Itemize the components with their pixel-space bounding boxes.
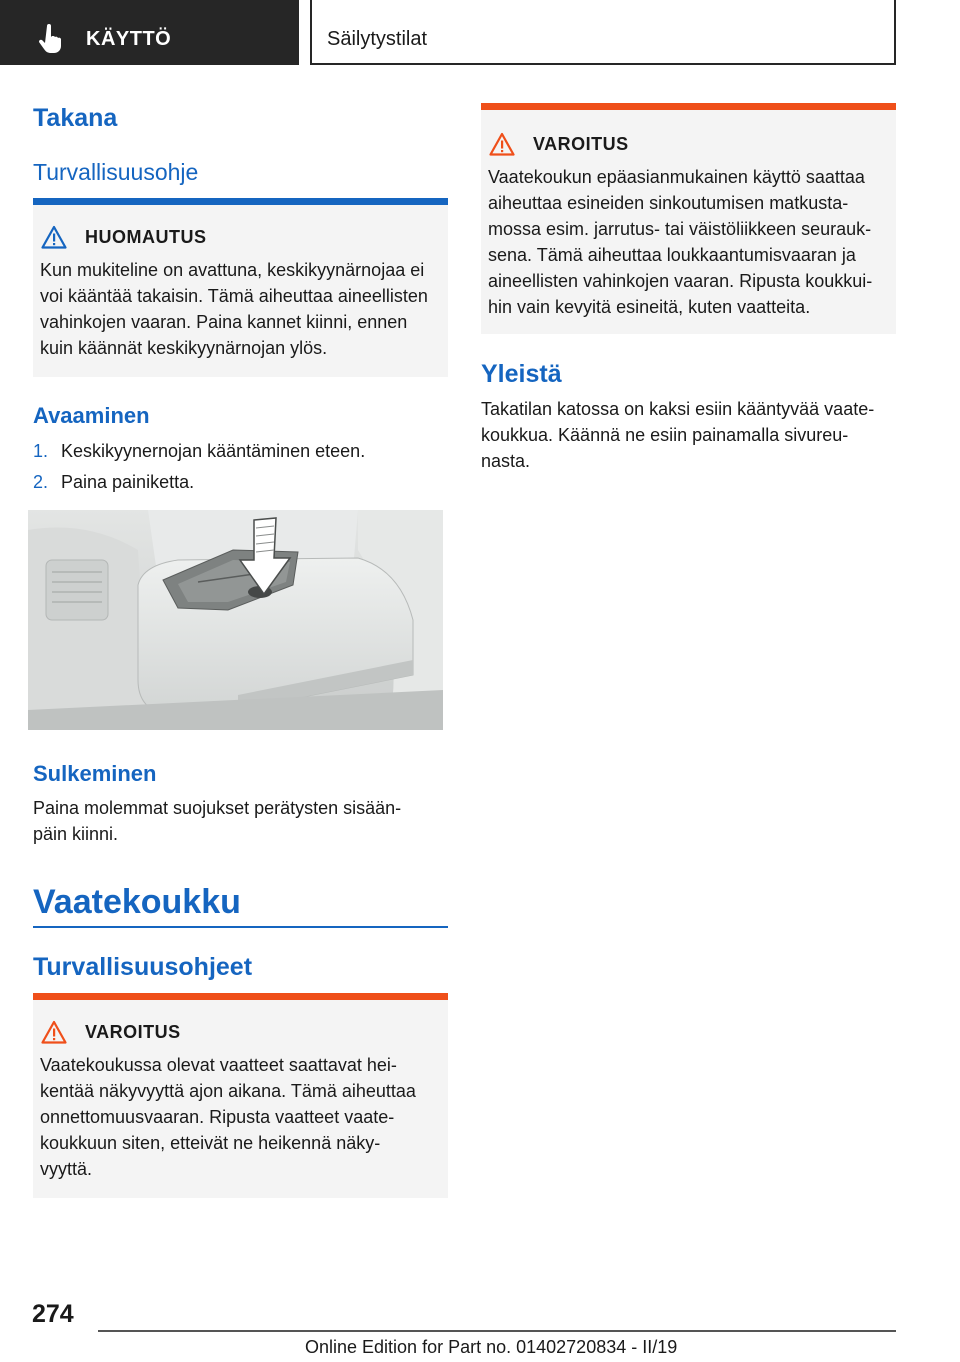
notice-box [33, 198, 448, 377]
heading-sulkeminen: Sulkeminen [33, 761, 157, 786]
notice-line: vahinkojen vaaran. Paina kannet kiinni, ennen [40, 312, 408, 332]
warning-triangle-icon [489, 132, 515, 156]
section-header [310, 0, 896, 65]
chapter-title: KÄYTTÖ [86, 28, 172, 50]
footer-edition: Online Edition for Part no. 01402720834 - II/19 [305, 1337, 678, 1357]
warning-box [33, 993, 448, 1198]
warning-line: aineellisten vahinkojen vaaran. Ripusta koukkui- [488, 271, 873, 291]
notice-text [33, 249, 448, 361]
notice-title: HUOMAUTUS [85, 226, 207, 247]
yleista-text [481, 396, 896, 474]
notice-line: Kun mukiteline on avattuna, keskikyynärnojaa ei [40, 260, 425, 280]
heading-avaaminen: Avaaminen [33, 403, 150, 428]
warning-title: VAROITUS [533, 133, 629, 154]
heading-turvallisuusohjeet: Turvallisuusohjeet [33, 953, 253, 981]
warning-bar [33, 993, 448, 1000]
list-text: Paina painiketta. [61, 472, 195, 492]
warning-triangle-icon [41, 1020, 67, 1044]
warning-triangle-icon [41, 225, 67, 249]
warning-line: kentää näkyvyyttä ajon aikana. Tämä aiheuttaa [40, 1081, 416, 1101]
armrest-drawing [28, 510, 443, 730]
warning-line: aiheuttaa esineiden sinkoutumisen matkusta- [488, 193, 849, 213]
list-item [33, 469, 433, 495]
warning-line: Vaatekoukun epäasianmukainen käyttö saattaa [488, 167, 865, 187]
text-line: Takatilan katossa on kaksi esiin kääntyvää vaate- [481, 399, 875, 419]
heading-underline [33, 926, 448, 928]
warning-bar [481, 103, 896, 110]
sulkeminen-text [33, 795, 448, 847]
warning-line: hin vain kevyitä esineitä, kuten vaatteita. [488, 297, 811, 317]
warning-text [33, 1044, 448, 1182]
text-line: koukkua. Käännä ne esiin painamalla sivureu- [481, 425, 849, 445]
chapter-tab[interactable] [0, 0, 299, 65]
list-item [33, 438, 433, 464]
notice-line: kuin käännät keskikyynärnojan ylös. [40, 338, 328, 358]
warning-line: onnettomuusvaaran. Ripusta vaatteet vaate- [40, 1107, 395, 1127]
hand-pointer-icon [38, 24, 64, 54]
warning-line: mossa esim. jarrutus- tai väistöliikkeen seurauk- [488, 219, 872, 239]
heading-yleista: Yleistä [481, 360, 562, 388]
notice-line: voi kääntää takaisin. Tämä aiheuttaa aineellisten [40, 286, 428, 306]
notice-bar [33, 198, 448, 205]
warning-line: Vaatekoukussa olevat vaatteet saattavat hei- [40, 1055, 397, 1075]
heading-turvallisuusohje: Turvallisuusohje [33, 159, 199, 185]
list-number: 1. [33, 441, 49, 461]
warning-line: vyyttä. [40, 1159, 93, 1179]
warning-line: koukkuun siten, etteivät ne heikennä näky- [40, 1133, 381, 1153]
heading-vaatekoukku: Vaatekoukku [33, 883, 241, 921]
warning-line: sena. Tämä aiheuttaa loukkaantumisvaaran ja [488, 245, 856, 265]
section-title: Säilytystilat [327, 28, 428, 50]
text-line: nasta. [481, 451, 531, 471]
armrest-illustration [28, 510, 443, 730]
warning-title: VAROITUS [85, 1021, 181, 1042]
text-line: Paina molemmat suojukset perätysten sisään- [33, 798, 402, 818]
heading-takana: Takana [33, 104, 118, 132]
list-text: Keskikyynernojan kääntäminen eteen. [61, 441, 366, 461]
footer-rule [98, 1330, 896, 1332]
warning-text [481, 156, 896, 320]
text-line: päin kiinni. [33, 824, 119, 844]
warning-box [481, 103, 896, 334]
list-number: 2. [33, 472, 49, 492]
page-number: 274 [32, 1300, 74, 1328]
